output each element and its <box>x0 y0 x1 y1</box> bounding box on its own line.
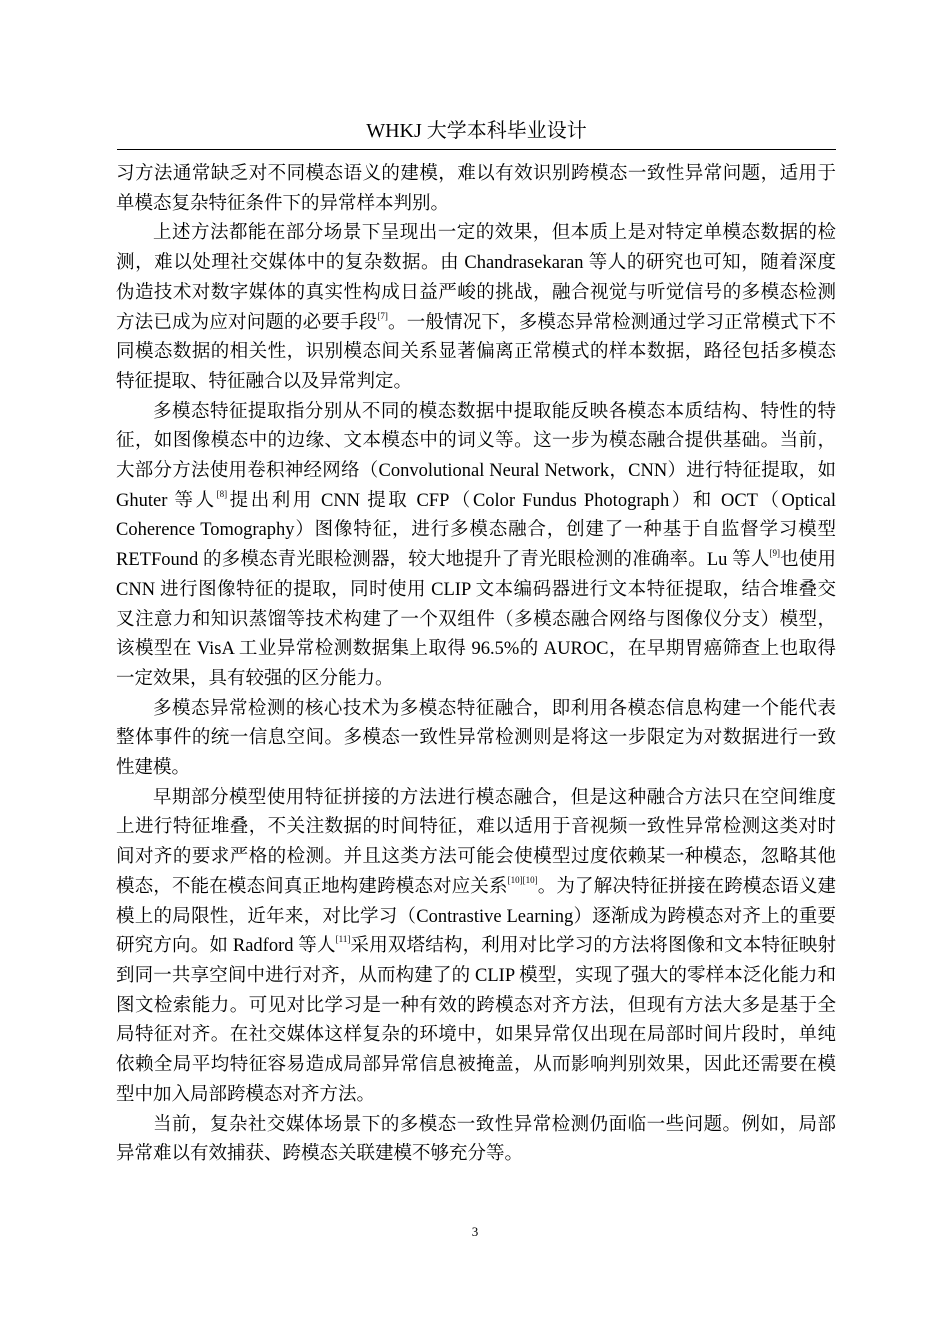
citation-11: [11] <box>335 934 351 945</box>
body-text <box>116 160 836 1170</box>
text-run: 提出利用 CNN 提取 CFP（Color Fundus Photograph）和 OCT（Optical Coherence Tomography）图像特征，进行多模态融合，创建了一种基于自监督学习模型 RETFound 的多模态青光眼检测器，较大地提升了青光眼检测的准确率。Lu 等人 <box>116 490 837 571</box>
citation-10: [10][10] <box>507 874 538 885</box>
text-run: 当前，复杂社交媒体场景下的多模态一致性异常检测仍面临一些问题。例如，局部异常难以有效捕获、跨模态关联建模不够充分等。 <box>116 1114 836 1165</box>
paragraph-1 <box>116 160 836 219</box>
text-run: 上述方法都能在部分场景下呈现出一定的效果，但本质上是对特定单模态数据的检测，难以处理社交媒体中的复杂数据。由 Chandrasekaran 等人的研究也可知，随着深度伪造技术对数字媒体的真实性构成日益严峻的挑战，融合视觉与听觉信号的多模态检测方法已成为应对问题的必要手段 <box>116 223 836 333</box>
paragraph-6 <box>116 1111 836 1170</box>
text-run: 早期部分模型使用特征拼接的方法进行模态融合，但是这种融合方法只在空间维度上进行特征堆叠，不关注数据的时间特征，难以适用于音视频一致性异常检测这类对时间对齐的要求严格的检测。并且这类方法可能会使模型过度依赖某一种模态，忽略其他模态，不能在模态间真正地构建跨模态对应关系 <box>116 787 836 897</box>
text-run: 。为了解决特征拼接在跨模态语义建模上的局限性，近年来，对比学习（Contrastive Learning）逐渐成为跨模态对齐上的重要研究方向。如 Radford 等人 <box>116 876 836 957</box>
text-run: 。一般情况下，多模态异常检测通过学习正常模式下不同模态数据的相关性，识别模态间关系显著偏离正常模式的样本数据，路径包括多模态特征提取、特征融合以及异常判定。 <box>116 312 836 392</box>
text-run: 也使用 CNN 进行图像特征的提取，同时使用 CLIP 文本编码器进行文本特征提取，结合堆叠交叉注意力和知识蒸馏等技术构建了一个双组件（多模态融合网络与图像仪分支）模型，该模型在 VisA 工业异常检测数据集上取得 96.5%的 AUROC，在早期胃癌筛查上也取得一定效果，具有较强的区分能力。 <box>116 550 836 689</box>
paragraph-5 <box>116 784 836 1111</box>
citation-9: [9] <box>769 548 780 559</box>
paragraph-4 <box>116 695 836 784</box>
paragraph-3 <box>116 398 836 695</box>
header-rule <box>117 149 836 150</box>
text-run: 多模态特征提取指分别从不同的模态数据中提取能反映各模态本质结构、特性的特征，如图像模态中的边缘、文本模态中的词义等。这一步为模态融合提供基础。当前，大部分方法使用卷积神经网络（Convolutional Neural Network，CNN）进行特征提取，如 Ghuter 等人 <box>116 401 836 511</box>
text-run: 多模态异常检测的核心技术为多模态特征融合，即利用各模态信息构建一个能代表整体事件的统一信息空间。多模态一致性异常检测则是将这一步限定为对数据进行一致性建模。 <box>116 698 836 779</box>
page-number: 3 <box>471 1224 479 1239</box>
running-header: WHKJ 大学本科毕业设计 <box>366 120 587 142</box>
citation-8: [8] <box>216 488 228 499</box>
text-run: 习方法通常缺乏对不同模态语义的建模，难以有效识别跨模态一致性异常问题，适用于单模态复杂特征条件下的异常样本判别。 <box>116 164 836 214</box>
text-run: 采用双塔结构，利用对比学习的方法将图像和文本特征映射到同一共享空间中进行对齐，从而构建了的 CLIP 模型，实现了强大的零样本泛化能力和图文检索能力。可见对比学习是一种有效的跨模态对齐方法，但现有方法大多是基于全局特征对齐。在社交媒体这样复杂的环境中，如果异常仅出现在局部时间片段时，单纯依赖全局平均特征容易造成局部异常信息被掩盖，从而影响判别效果，因此还需要在模型中加入局部跨模态对齐方法。 <box>116 936 836 1105</box>
citation-7: [7] <box>377 310 388 321</box>
paragraph-2 <box>116 219 836 397</box>
